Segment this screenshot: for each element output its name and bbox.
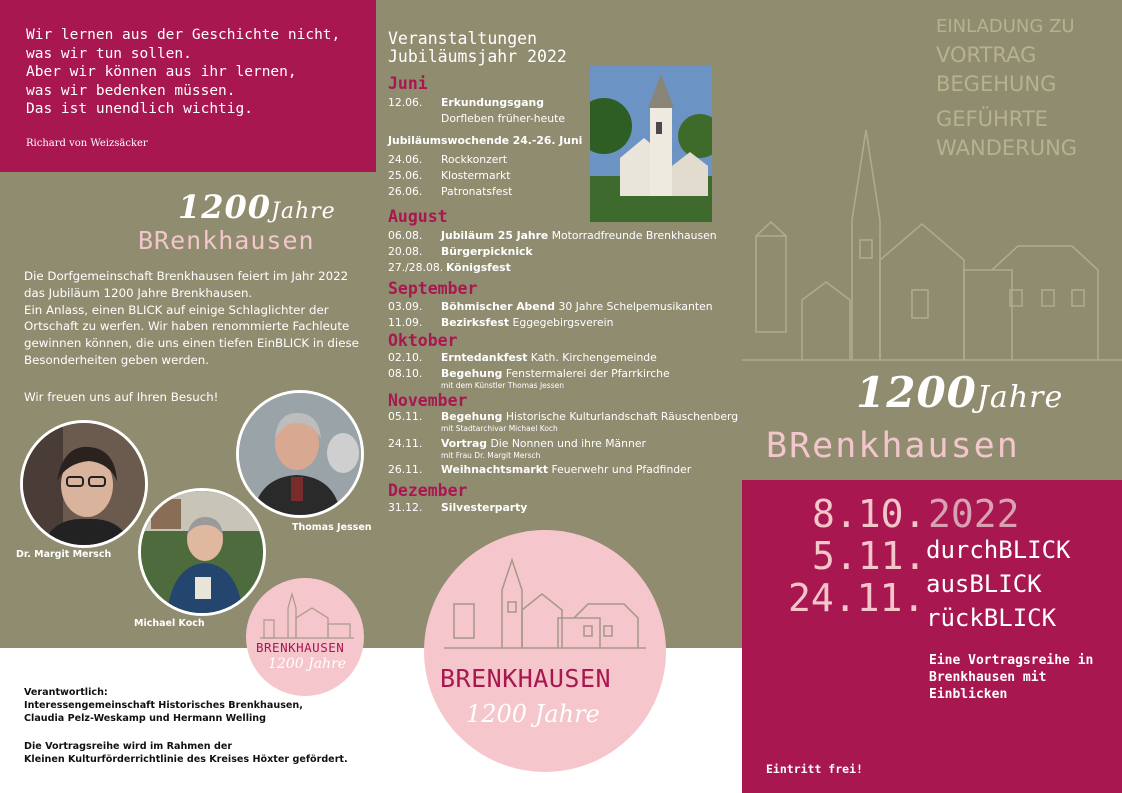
small-logo-1200	[268, 656, 346, 672]
event-line: Weihnachtsmarkt Feuerwehr und Pfadfinder	[441, 463, 692, 476]
event-date: 05.11.	[388, 410, 423, 423]
caption-margit-mersch: Dr. Margit Mersch	[16, 549, 112, 560]
quote-text: Wir lernen aus der Geschichte nicht, was wir tun sollen. Aber wir können aus ihr lernen, was wir bedenken müssen. Das ist unendlich wichtig.	[26, 27, 341, 117]
event-date: 25.06.	[388, 169, 423, 182]
event-date: 31.12.	[388, 501, 423, 514]
event-line: Silvesterparty	[441, 501, 528, 514]
event-date: 11.09.	[388, 316, 423, 329]
event-detail: Klostermarkt	[441, 169, 511, 182]
event-line: Jubiläum 25 Jahre Motorradfreunde Brenkhausen	[441, 229, 717, 242]
caption-thomas-jessen: Thomas Jessen	[292, 522, 372, 533]
village-skyline-icon	[424, 530, 666, 772]
quote-author: Richard von Weizsäcker	[26, 138, 148, 149]
event-detail: Patronatsfest	[441, 185, 513, 198]
series-date-2: 5.11.	[812, 534, 927, 578]
event-date: 26.11.	[388, 463, 423, 476]
responsible-text: Verantwortlich: Interessengemeinschaft Historisches Brenkhausen, Claudia Pelz-Weskamp und Hermann Welling	[24, 687, 303, 724]
events-title: Veranstaltungen Jubiläumsjahr 2022	[388, 29, 567, 66]
series-date-1: 8.10.	[812, 492, 927, 536]
cover-logo-word: Jahre	[976, 380, 1064, 415]
event-line: Bezirksfest Eggegebirgsverein	[441, 316, 614, 329]
event-date: 20.08.	[388, 245, 423, 258]
intro-text: Die Dorfgemeinschaft Brenkhausen feiert im Jahr 2022 das Jubiläum 1200 Jahre Brenkhausen. Ein Anlass, einen BLICK auf einige Schlaglichter der Ortschaft zu werfen. Wir haben renommierte Fachleute gewinnen können, die uns einen tiefen EinBLICK in diese Besonderheiten geben werden.	[24, 269, 359, 367]
invitation-line: VORTRAG	[936, 43, 1037, 67]
church-photo	[590, 66, 712, 222]
big-logo-number: 1200	[466, 700, 528, 728]
event-sub: mit Frau Dr. Margit Mersch	[441, 451, 541, 460]
event-date: 24.06.	[388, 153, 423, 166]
big-logo-word: Jahre	[534, 700, 600, 728]
small-logo-number: 1200	[268, 656, 304, 672]
event-date: 08.10.	[388, 367, 423, 380]
free-entry-text: Eintritt frei!	[766, 762, 863, 776]
logo-number: 1200	[178, 188, 272, 226]
event-sub: mit Stadtarchivar Michael Koch	[441, 424, 558, 433]
big-logo-1200	[466, 700, 600, 728]
event-line: Vortrag Die Nonnen und ihre Männer	[441, 437, 646, 450]
event-line: Böhmischer Abend 30 Jahre Schelpemusikanten	[441, 300, 713, 313]
series-year: 2022	[928, 492, 1020, 536]
event-date: 03.09.	[388, 300, 423, 313]
event-date: 24.11.	[388, 437, 423, 450]
event-title: Erkundungsgang	[441, 96, 544, 109]
invitation-list	[936, 12, 1077, 163]
event-line: Bürgerpicknick	[441, 245, 533, 258]
portrait-margit-mersch	[20, 420, 148, 548]
event-date: 06.08.	[388, 229, 423, 242]
event-date: 26.06.	[388, 185, 423, 198]
invitation-line: GEFÜHRTE	[936, 107, 1048, 131]
small-logo-word: Jahre	[308, 656, 347, 672]
logo-1200-jahre	[178, 188, 336, 226]
month-august: August	[388, 207, 448, 226]
caption-michael-koch: Michael Koch	[134, 618, 205, 629]
series-date-3: 24.11.	[788, 576, 926, 620]
invitation-line: EINLADUNG ZU	[936, 16, 1075, 37]
month-dezember: Dezember	[388, 481, 468, 500]
small-logo-name: BRENKHAUSEN	[256, 640, 345, 655]
portrait-thomas-jessen	[236, 390, 364, 518]
month-november: November	[388, 391, 468, 410]
event-line: Königsfest	[446, 261, 511, 274]
weekend-heading: Jubiläumswochende 24.-26. Juni	[388, 134, 583, 147]
logo-brenkhausen: BRenkhausen	[138, 226, 315, 255]
month-september: September	[388, 279, 478, 298]
series-description: Eine Vortragsreihe in Brenkhausen mit Einblicken	[929, 653, 1094, 702]
cover-logo-1200	[856, 368, 1063, 417]
series-title-ausblick: ausBLICK	[926, 570, 1042, 598]
cover-logo-name: BRenkhausen	[766, 426, 1020, 466]
event-date: 02.10.	[388, 351, 423, 364]
invitation-line: WANDERUNG	[936, 136, 1078, 160]
event-date: 12.06.	[388, 96, 423, 109]
visit-text: Wir freuen uns auf Ihren Besuch!	[24, 390, 219, 404]
month-oktober: Oktober	[388, 331, 458, 350]
event-sub: mit dem Künstler Thomas Jessen	[441, 381, 564, 390]
month-juni: Juni	[388, 74, 428, 93]
event-date: 27./28.08.	[388, 261, 444, 274]
series-title-rueckblick: rückBLICK	[926, 604, 1057, 632]
village-skyline-icon	[246, 578, 364, 696]
big-logo-name: BRENKHAUSEN	[440, 664, 612, 693]
invitation-line: BEGEHUNG	[936, 72, 1057, 96]
event-line: Erntedankfest Kath. Kirchengemeinde	[441, 351, 657, 364]
small-logo-circle	[246, 578, 364, 696]
funding-text: Die Vortragsreihe wird im Rahmen der Kleinen Kulturförderrichtlinie des Kreises Höxter gefördert.	[24, 741, 348, 765]
event-detail: Rockkonzert	[441, 153, 508, 166]
big-logo-circle	[424, 530, 666, 772]
logo-word: Jahre	[271, 199, 336, 224]
event-line: Begehung Historische Kulturlandschaft Räuschenberg	[441, 410, 739, 423]
series-title-durchblick: durchBLICK	[926, 536, 1071, 564]
event-line: Begehung Fenstermalerei der Pfarrkirche	[441, 367, 670, 380]
cover-logo-number: 1200	[856, 368, 977, 417]
event-detail: Dorfleben früher-heute	[441, 112, 565, 125]
